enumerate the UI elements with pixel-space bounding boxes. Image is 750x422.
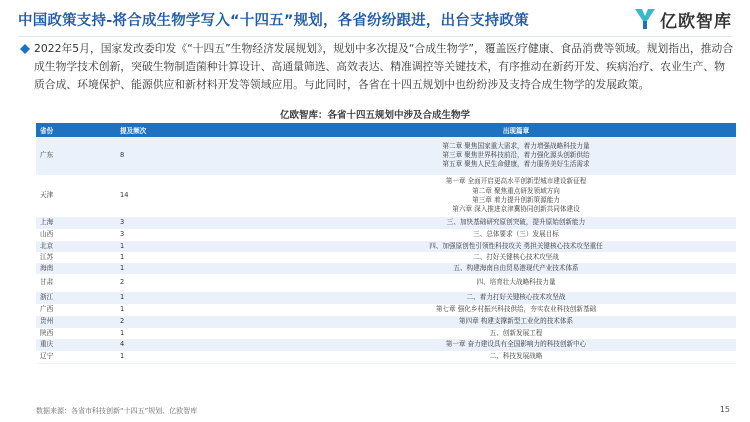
province-cell: 陕西: [36, 328, 116, 339]
table-row: [36, 137, 736, 175]
count-cell: 1: [116, 304, 296, 316]
chapter-line: 第七章 强化乡村振兴科技供给，夯实农业科技创新基础: [435, 305, 597, 314]
header-divider: [18, 36, 732, 37]
logo-text: 亿欧智库: [660, 11, 732, 32]
count-cell: 1: [116, 328, 296, 339]
chapter-line: 第一章 全面开启更高水平创新型城市建设新征程: [445, 177, 587, 186]
table-row: [36, 328, 736, 339]
chapter-line: 二、着力打好关键核心技术攻坚战: [466, 293, 566, 302]
chapters-cell: [296, 328, 736, 339]
chapter-line: 第六章 深入推进京津冀协同创新共同体建设: [452, 205, 580, 214]
count-cell: 1: [116, 241, 296, 252]
chapter-line: 三、加快基础研究原创突破，提升原始创新能力: [446, 218, 586, 227]
brand-logo: [632, 6, 732, 32]
chapters-cell: [296, 175, 736, 217]
chapters-cell: [296, 292, 736, 304]
count-cell: 2: [116, 316, 296, 328]
chapter-line: 三、总体要求（三）发展目标: [473, 230, 559, 239]
chapters-cell: [296, 351, 736, 363]
count-cell: 8: [116, 137, 296, 175]
table-row: [36, 175, 736, 217]
province-cell: 贵州: [36, 316, 116, 328]
table-row: [36, 229, 736, 241]
chapter-line: 第二章 聚焦重点研发领域方向: [472, 186, 560, 195]
header-count: 提及频次: [116, 123, 296, 137]
table-row: [36, 241, 736, 252]
province-cell: 上海: [36, 217, 116, 229]
chapter-line: 四、培育壮大战略科技力量: [476, 278, 556, 287]
page-title: 中国政策支持-将合成生物学写入“十四五”规划，各省纷纷跟进，出台支持政策: [18, 13, 529, 29]
table-row: [36, 339, 736, 351]
table-row: [36, 351, 736, 363]
province-cell: 北京: [36, 241, 116, 252]
logo-mark-icon: [632, 6, 658, 32]
table-body: [36, 137, 736, 363]
chapters-cell: [296, 229, 736, 241]
table-row: [36, 217, 736, 229]
province-policy-table: [36, 123, 736, 364]
chapters-cell: [296, 339, 736, 351]
province-cell: 广西: [36, 304, 116, 316]
chapters-cell: [296, 241, 736, 252]
table-row: [36, 292, 736, 304]
chapter-line: 第一章 奋力建设具有全国影响力的科技创新中心: [445, 340, 587, 349]
count-cell: 3: [116, 217, 296, 229]
chapter-line: 二、科技发展战略: [489, 352, 543, 361]
province-cell: 浙江: [36, 292, 116, 304]
data-source-note: 数据来源：各省市科技创新“十四五”规划、亿欧智库: [36, 407, 198, 415]
count-cell: 1: [116, 252, 296, 263]
diamond-icon: [20, 44, 30, 54]
province-cell: 山西: [36, 229, 116, 241]
province-cell: 海南: [36, 263, 116, 274]
count-cell: 3: [116, 229, 296, 241]
table-title: 亿欧智库：各省十四五规划中涉及合成生物学: [279, 110, 470, 121]
table-row: [36, 316, 736, 328]
province-cell: 重庆: [36, 339, 116, 351]
count-cell: 4: [116, 339, 296, 351]
province-cell: 广东: [36, 137, 116, 175]
chapter-line: 第三章 聚焦世界科技前沿，着力强化源头创新供给: [442, 151, 590, 160]
chapter-line: 第三章 着力提升创新策源能力: [472, 196, 560, 204]
chapter-line: 二、打好关键核心技术攻坚战: [473, 252, 559, 261]
chapters-cell: [296, 263, 736, 274]
table-row: [36, 252, 736, 263]
chapter-line: 第四章 构建支撑新型工业化的技术体系: [458, 317, 574, 326]
province-cell: 天津: [36, 175, 116, 217]
chapter-line: 五、构建海南自由贸易港现代产业技术体系: [453, 263, 579, 272]
province-cell: 甘肃: [36, 274, 116, 292]
count-cell: 1: [116, 263, 296, 274]
chapters-cell: [296, 137, 736, 175]
table-header-row: [36, 123, 736, 137]
chapters-cell: [296, 252, 736, 263]
page-number: 15: [719, 405, 730, 414]
chapters-cell: [296, 217, 736, 229]
intro-paragraph: 2022年5月，国家发改委印发《“十四五”生物经济发展规划》，规划中多次提及“合成生物学”，覆盖医疗健康、食品消费等领域。规划指出，推动合成生物学技术创新，突破生物制造菌种计算设计、高通量筛选、高效表达、精准调控等关键技术，有序推动在新药开发、疾病治疗、农业生产、物质合成、环境保护、能源供应和新材料开发等领域应用。与此同时，各省在十四五规划中也纷纷涉及支持合成生物学的发展政策。: [34, 42, 734, 91]
chapter-line: 第二章 聚焦国家重大需求，着力增强战略科技力量: [442, 141, 590, 150]
header-chapters: 出现篇章: [296, 123, 736, 137]
province-cell: 江苏: [36, 252, 116, 263]
table-row: [36, 304, 736, 316]
chapter-line: 五、创新发展工程: [489, 328, 543, 337]
chapter-line: 第五章 聚焦人民生命健康，着力服务美好生活需求: [442, 160, 590, 169]
table-row: [36, 263, 736, 274]
count-cell: 1: [116, 351, 296, 363]
chapters-cell: [296, 274, 736, 292]
count-cell: 14: [116, 175, 296, 217]
chapter-line: 四、加强原创性引领性科技攻关 勇担关键核心技术攻坚重任: [429, 241, 603, 250]
header-province: 省份: [36, 123, 116, 137]
chapters-cell: [296, 316, 736, 328]
province-cell: 辽宁: [36, 351, 116, 363]
table-row: [36, 274, 736, 292]
count-cell: 1: [116, 292, 296, 304]
count-cell: 2: [116, 274, 296, 292]
chapters-cell: [296, 304, 736, 316]
